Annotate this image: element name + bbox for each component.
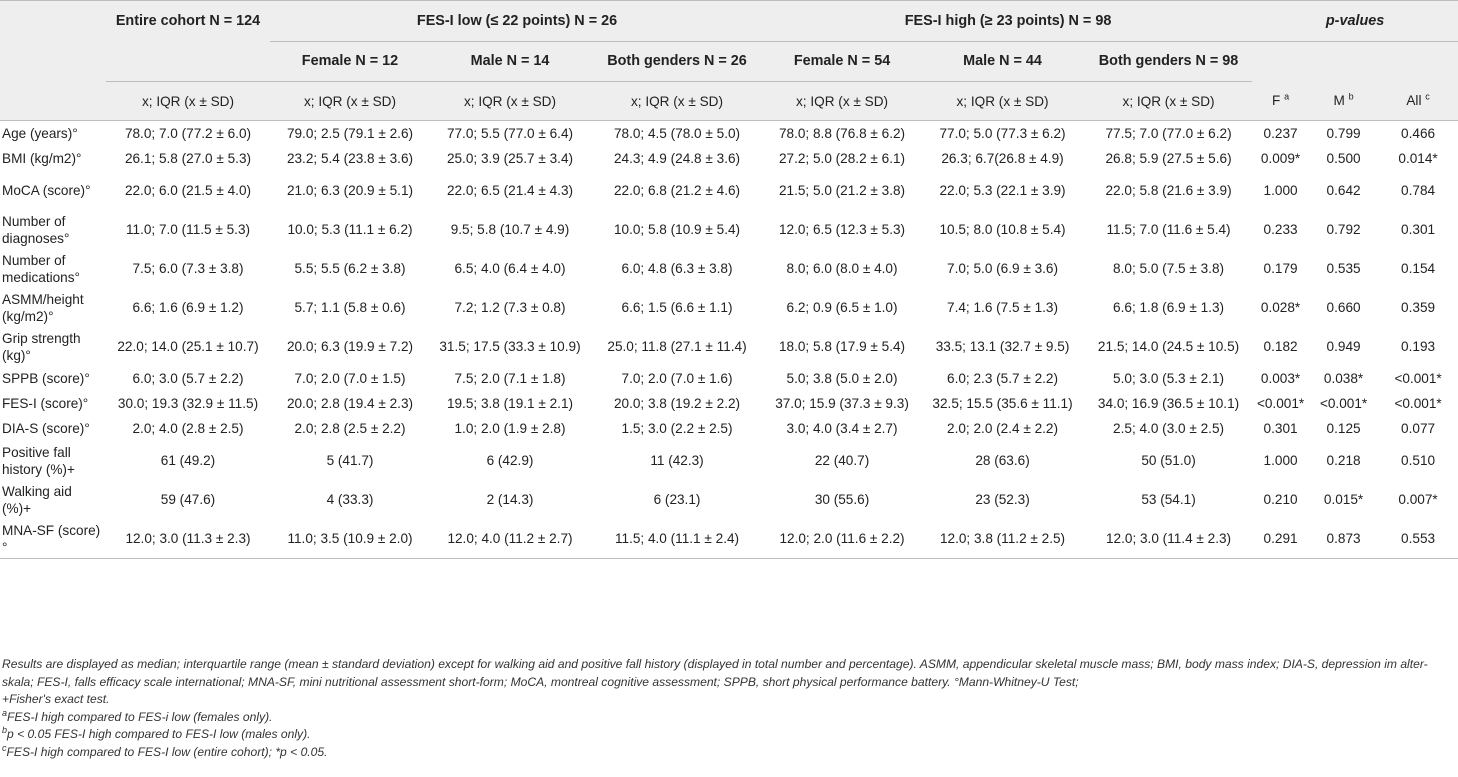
row-label: MoCA (score)° (2, 183, 91, 198)
value-cell: 23 (52.3) (975, 492, 1030, 507)
p-value-cell: 0.535 (1326, 261, 1361, 276)
value-cell: 2.0; 2.0 (2.4 ± 2.2) (947, 421, 1059, 436)
footnote-fisher: +Fisher's exact test. (2, 692, 110, 706)
value-cell: 1.5; 3.0 (2.2 ± 2.5) (621, 421, 733, 436)
p-value-cell: 0.301 (1263, 421, 1298, 436)
p-value-cell: 0.359 (1401, 300, 1436, 315)
value-cell: 34.0; 16.9 (36.5 ± 10.1) (1097, 396, 1240, 411)
value-cell: 24.3; 4.9 (24.8 ± 3.6) (613, 151, 741, 166)
value-cell: 6.6; 1.8 (6.9 ± 1.3) (1113, 300, 1225, 315)
p-value-cell: 0.007* (1398, 492, 1438, 507)
value-cell: 30 (55.6) (814, 492, 870, 507)
stat-label-cell: x; IQR (x ± SD) (106, 82, 270, 121)
value-cell: 6.6; 1.6 (6.9 ± 1.2) (132, 300, 244, 315)
stat-label-cell: x; IQR (x ± SD) (764, 82, 920, 121)
value-cell: 5 (41.7) (326, 453, 374, 468)
value-cell: 21.5; 14.0 (24.5 ± 10.5) (1097, 339, 1240, 354)
p-value-cell: 0.028* (1260, 300, 1301, 315)
value-cell: 7.0; 5.0 (6.9 ± 3.6) (947, 261, 1059, 276)
value-cell: 6 (42.9) (486, 453, 534, 468)
value-cell: 12.0; 6.5 (12.3 ± 5.3) (778, 222, 906, 237)
value-cell: 21.0; 6.3 (20.9 ± 5.1) (286, 183, 414, 198)
value-cell: 26.1; 5.8 (27.0 ± 5.3) (124, 151, 252, 166)
table-row (0, 327, 1458, 366)
table-row (0, 249, 1458, 288)
value-cell: 50 (51.0) (1141, 453, 1196, 468)
table-row (0, 171, 1458, 210)
value-cell: 11.5; 7.0 (11.6 ± 5.4) (1106, 222, 1231, 237)
value-cell: 37.0; 15.9 (37.3 ± 9.3) (775, 396, 909, 411)
value-cell: 2.5; 4.0 (3.0 ± 2.5) (1113, 421, 1225, 436)
p-value-cell: 0.466 (1401, 126, 1436, 141)
row-label: Number of diagnoses° (2, 213, 70, 246)
value-cell: 7.4; 1.6 (7.5 ± 1.3) (947, 300, 1059, 315)
table-footnotes (2, 656, 1454, 761)
p-value-cell: 0.792 (1326, 222, 1361, 237)
header-high-both: Both genders N = 98 (1085, 42, 1252, 82)
p-value-cell: 0.799 (1326, 126, 1361, 141)
p-value-cell: <0.001* (1256, 396, 1305, 411)
value-cell: 11 (42.3) (650, 453, 704, 468)
table-row (0, 146, 1458, 171)
value-cell: 19.5; 3.8 (19.1 ± 2.1) (446, 396, 574, 411)
value-cell: 22.0; 6.0 (21.5 ± 4.0) (124, 183, 252, 198)
p-value-cell: 0.014* (1398, 151, 1438, 166)
value-cell: 3.0; 4.0 (3.4 ± 2.7) (786, 421, 898, 436)
p-value-cell: 0.218 (1326, 453, 1361, 468)
value-cell: 26.8; 5.9 (27.5 ± 5.6) (1105, 151, 1232, 166)
value-cell: 5.0; 3.8 (5.0 ± 2.0) (786, 371, 898, 386)
value-cell: 6.5; 4.0 (6.4 ± 4.0) (454, 261, 566, 276)
value-cell: 1.0; 2.0 (1.9 ± 2.8) (454, 421, 566, 436)
value-cell: 32.5; 15.5 (35.6 ± 11.1) (932, 396, 1073, 411)
p-value-cell: 0.179 (1263, 261, 1298, 276)
value-cell: 6.0; 4.8 (6.3 ± 3.8) (621, 261, 733, 276)
value-cell: 77.5; 7.0 (77.0 ± 6.2) (1105, 126, 1232, 141)
value-cell: 5.5; 5.5 (6.2 ± 3.8) (294, 261, 406, 276)
value-cell: 12.0; 3.0 (11.4 ± 2.3) (1085, 519, 1252, 559)
value-cell: 12.0; 3.0 (11.3 ± 2.3) (106, 519, 270, 559)
value-cell: 22.0; 5.3 (22.1 ± 3.9) (939, 183, 1066, 198)
value-cell: 2.0; 4.0 (2.8 ± 2.5) (132, 421, 244, 436)
value-cell: 78.0; 4.5 (78.0 ± 5.0) (613, 126, 741, 141)
p-value-cell: 0.949 (1326, 339, 1361, 354)
p-value-cell: 0.660 (1326, 300, 1361, 315)
value-cell: 25.0; 11.8 (27.1 ± 11.4) (607, 339, 747, 354)
table-row (0, 416, 1458, 441)
footnote-a: $^a$FES-I high compared to FES-i low (females only). (2, 707, 273, 724)
value-cell: 9.5; 5.8 (10.7 ± 4.9) (450, 222, 570, 237)
p-header-m: M $^b$ (1309, 82, 1378, 121)
p-value-cell: 0.003* (1260, 371, 1301, 386)
value-cell: 12.0; 4.0 (11.2 ± 2.7) (430, 519, 590, 559)
row-label: Positive fall history (%)+ (2, 444, 75, 477)
value-cell: 31.5; 17.5 (33.3 ± 10.9) (439, 339, 581, 354)
value-cell: 22.0; 6.5 (21.4 ± 4.3) (446, 183, 574, 198)
table-row (0, 441, 1458, 480)
table-row (0, 519, 1458, 559)
header-fes-high: FES-I high (≥ 23 points) N = 98 (764, 1, 1252, 42)
value-cell: 6.0; 3.0 (5.7 ± 2.2) (132, 371, 244, 386)
value-cell: 77.0; 5.5 (77.0 ± 6.4) (446, 126, 574, 141)
header-high-male: Male N = 44 (920, 42, 1085, 82)
p-value-cell: 0.182 (1263, 339, 1298, 354)
value-cell: 12.0; 3.8 (11.2 ± 2.5) (920, 519, 1085, 559)
value-cell: 22.0; 5.8 (21.6 ± 3.9) (1105, 183, 1232, 198)
p-value-cell: 0.873 (1309, 519, 1378, 559)
value-cell: 28 (63.6) (975, 453, 1030, 468)
value-cell: 2 (14.3) (486, 492, 534, 507)
row-label: SPPB (score)° (2, 371, 90, 386)
value-cell: 30.0; 19.3 (32.9 ± 11.5) (117, 396, 259, 411)
p-value-cell: 1.000 (1263, 453, 1298, 468)
table-row (0, 480, 1458, 519)
value-cell: 61 (49.2) (160, 453, 216, 468)
value-cell: 8.0; 5.0 (7.5 ± 3.8) (1113, 261, 1225, 276)
value-cell: 20.0; 6.3 (19.9 ± 7.2) (286, 339, 414, 354)
header-high-female: Female N = 54 (764, 42, 920, 82)
value-cell: 2.0; 2.8 (2.5 ± 2.2) (294, 421, 406, 436)
p-value-cell: 0.291 (1252, 519, 1309, 559)
value-cell: 10.0; 5.8 (10.9 ± 5.4) (613, 222, 741, 237)
value-cell: 78.0; 7.0 (77.2 ± 6.0) (124, 126, 252, 141)
row-label: BMI (kg/m2)° (2, 151, 82, 166)
p-value-cell: 0.038* (1323, 371, 1364, 386)
value-cell: 11.0; 7.0 (11.5 ± 5.3) (125, 222, 251, 237)
header-row-stats (0, 82, 1458, 121)
header-entire-cohort: Entire cohort N = 124 (106, 1, 270, 42)
p-value-cell: <0.001* (1394, 396, 1442, 411)
value-cell: 8.0; 6.0 (8.0 ± 4.0) (786, 261, 898, 276)
stat-label-cell: x; IQR (x ± SD) (430, 82, 590, 121)
value-cell: 11.5; 4.0 (11.1 ± 2.4) (590, 519, 764, 559)
value-cell: 78.0; 8.8 (76.8 ± 6.2) (778, 126, 906, 141)
value-cell: 7.0; 2.0 (7.0 ± 1.5) (294, 371, 406, 386)
row-label: Walking aid (%)+ (2, 483, 72, 516)
p-value-cell: <0.001* (1319, 396, 1368, 411)
header-low-male: Male N = 14 (430, 42, 590, 82)
table-row (0, 288, 1458, 327)
p-value-cell: 0.193 (1401, 339, 1436, 354)
table-row (0, 391, 1458, 416)
row-label: ASMM/height (kg/m2)° (2, 291, 84, 324)
value-cell: 7.0; 2.0 (7.0 ± 1.6) (621, 371, 733, 386)
value-cell: 7.2; 1.2 (7.3 ± 0.8) (454, 300, 566, 315)
value-cell: 7.5; 2.0 (7.1 ± 1.8) (454, 371, 566, 386)
header-low-both: Both genders N = 26 (590, 42, 764, 82)
value-cell: 6.6; 1.5 (6.6 ± 1.1) (621, 300, 733, 315)
header-p-values: p-values (1252, 1, 1458, 42)
value-cell: 18.0; 5.8 (17.9 ± 5.4) (778, 339, 906, 354)
row-label: Number of medications° (2, 252, 80, 285)
value-cell: 6 (23.1) (653, 492, 701, 507)
p-value-cell: 0.015* (1323, 492, 1364, 507)
value-cell: 20.0; 2.8 (19.4 ± 2.3) (286, 396, 414, 411)
value-cell: 5.0; 3.0 (5.3 ± 2.1) (1113, 371, 1225, 386)
p-value-cell: 0.154 (1401, 261, 1436, 276)
stat-label-cell: x; IQR (x ± SD) (1085, 82, 1252, 121)
table-row (0, 210, 1458, 249)
p-value-cell: 0.009* (1260, 151, 1301, 166)
table-row (0, 121, 1458, 147)
row-label: Grip strength (kg)° (2, 330, 81, 363)
value-cell: 22 (40.7) (814, 453, 870, 468)
p-value-cell: 0.510 (1401, 453, 1436, 468)
row-label: Age (years)° (2, 126, 78, 141)
value-cell: 20.0; 3.8 (19.2 ± 2.2) (613, 396, 741, 411)
p-value-cell: 0.237 (1263, 126, 1298, 141)
value-cell: 23.2; 5.4 (23.8 ± 3.6) (286, 151, 414, 166)
footnote-main: Results are displayed as median; interquartile range (mean ± standard deviation) except for walking aid and positive fall history (displayed in total number and percentage). ASMM, appendicular skeletal muscle mass; BMI, body mass index; DIA-S, depression im alter-skala; FES-I, falls efficacy scale international; MNA-SF, mini nutritional assessment short-form; MoCA, montreal cognitive assessment; SPPB, short physical performance battery. °Mann-Whitney-U Test; (2, 657, 1428, 689)
value-cell: 77.0; 5.0 (77.3 ± 6.2) (939, 126, 1066, 141)
p-value-cell: 0.553 (1378, 519, 1458, 559)
table-header (0, 1, 1458, 121)
p-value-cell: 0.500 (1326, 151, 1361, 166)
value-cell: 4 (33.3) (326, 492, 374, 507)
stat-label-cell: x; IQR (x ± SD) (920, 82, 1085, 121)
value-cell: 79.0; 2.5 (79.1 ± 2.6) (286, 126, 414, 141)
p-value-cell: <0.001* (1394, 371, 1442, 386)
value-cell: 10.0; 5.3 (11.1 ± 6.2) (287, 222, 413, 237)
p-value-cell: 0.784 (1401, 183, 1436, 198)
p-value-cell: 0.210 (1263, 492, 1298, 507)
header-low-female: Female N = 12 (270, 42, 430, 82)
row-label: FES-I (score)° (2, 396, 89, 411)
row-label: DIA-S (score)° (2, 421, 90, 436)
p-value-cell: 0.233 (1263, 222, 1298, 237)
p-value-cell: 0.301 (1401, 222, 1436, 237)
value-cell: 25.0; 3.9 (25.7 ± 3.4) (446, 151, 574, 166)
value-cell: 11.0; 3.5 (10.9 ± 2.0) (270, 519, 430, 559)
value-cell: 22.0; 14.0 (25.1 ± 10.7) (117, 339, 259, 354)
p-value-cell: 0.642 (1326, 183, 1361, 198)
row-label: MNA-SF (score)° (0, 519, 106, 559)
footnote-c: $^c$FES-I high compared to FES-I low (entire cohort); *p < 0.05. (2, 742, 328, 759)
stat-label-cell: x; IQR (x ± SD) (270, 82, 430, 121)
p-header-all: All $^c$ (1378, 82, 1458, 121)
p-value-cell: 0.125 (1326, 421, 1361, 436)
value-cell: 26.3; 6.7(26.8 ± 4.9) (941, 151, 1064, 166)
value-cell: 53 (54.1) (1141, 492, 1196, 507)
value-cell: 5.7; 1.1 (5.8 ± 0.6) (294, 300, 406, 315)
value-cell: 27.2; 5.0 (28.2 ± 6.1) (778, 151, 906, 166)
value-cell: 59 (47.6) (160, 492, 216, 507)
value-cell: 33.5; 13.1 (32.7 ± 9.5) (935, 339, 1070, 354)
stat-label-cell: x; IQR (x ± SD) (590, 82, 764, 121)
p-header-f: F $^a$ (1252, 82, 1309, 121)
value-cell: 22.0; 6.8 (21.2 ± 4.6) (613, 183, 741, 198)
table-row (0, 366, 1458, 391)
header-fes-low: FES-I low (≤ 22 points) N = 26 (270, 1, 764, 42)
value-cell: 6.0; 2.3 (5.7 ± 2.2) (947, 371, 1059, 386)
p-value-cell: 1.000 (1263, 183, 1298, 198)
header-row-groups (0, 1, 1458, 42)
header-row-subgroups (0, 42, 1458, 82)
footnote-b: $^b$p < 0.05 FES-I high compared to FES-I low (males only). (2, 724, 311, 741)
p-value-cell: 0.077 (1401, 421, 1436, 436)
value-cell: 12.0; 2.0 (11.6 ± 2.2) (764, 519, 920, 559)
value-cell: 10.5; 8.0 (10.8 ± 5.4) (939, 222, 1066, 237)
value-cell: 6.2; 0.9 (6.5 ± 1.0) (786, 300, 898, 315)
table-body (0, 121, 1458, 559)
value-cell: 21.5; 5.0 (21.2 ± 3.8) (778, 183, 906, 198)
value-cell: 7.5; 6.0 (7.3 ± 3.8) (132, 261, 244, 276)
